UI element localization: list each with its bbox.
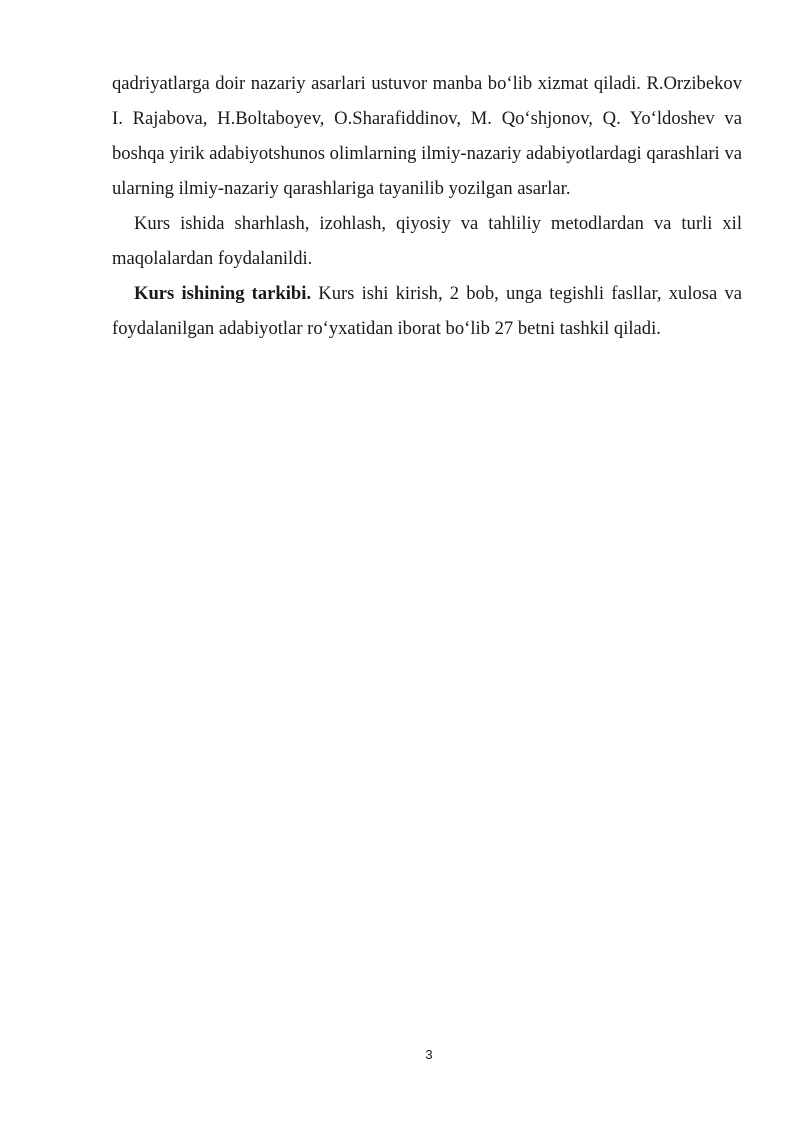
paragraph-lead: Kurs ishining tarkibi. [134, 283, 312, 304]
paragraph-text: Kurs ishi kirish, 2 bob, unga tegishli fasllar, xulosa va foydalanilgan adabiyotlar ro‘yxatidan iborat bo‘lib 27 betni tashkil qiladi. [112, 283, 742, 339]
body-text [112, 66, 742, 346]
page-number: 3 [425, 1047, 433, 1062]
paragraph-structure [112, 276, 742, 346]
paragraph-sources [112, 66, 742, 206]
paragraph-methods [112, 206, 742, 276]
paragraph-text: qadriyatlarga doir nazariy asarlari ustuvor manba bo‘lib xizmat qiladi. R.Orzibekov I. Rajabova, H.Boltaboyev, O.Sharafiddinov, M. Qo‘shjonov, Q. Yo‘ldoshev va boshqa yirik adabiyotshunos olimlarning ilmiy-nazariy adabiyotlardagi qarashlari va ularning ilmiy-nazariy qarashlariga tayanilib yozilgan asarlar. [112, 73, 742, 199]
paragraph-text: Kurs ishida sharhlash, izohlash, qiyosiy va tahliliy metodlardan va turli xil maqolalardan foydalanildi. [112, 213, 742, 269]
